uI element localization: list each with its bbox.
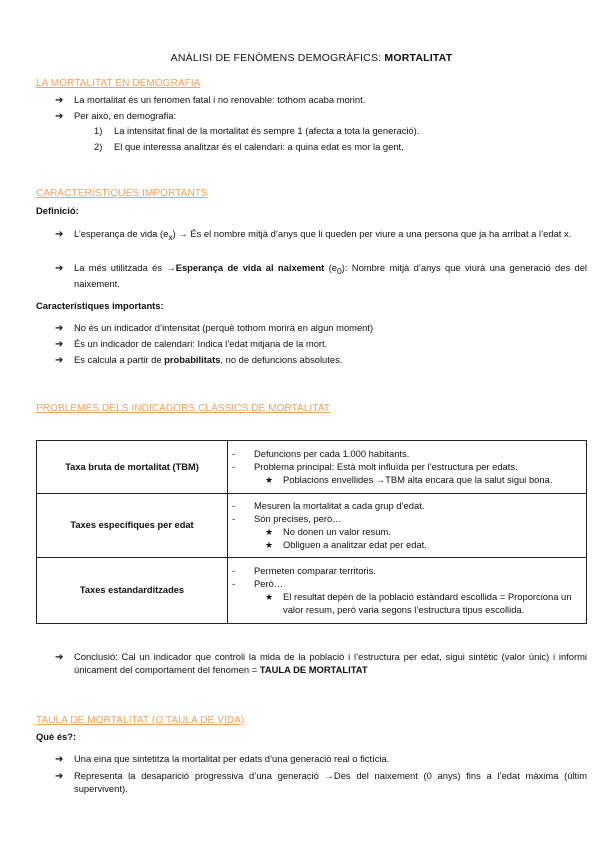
conclusion-bold: TAULA DE MORTALITAT — [259, 663, 368, 675]
list-item — [55, 338, 587, 351]
list-item — [55, 770, 587, 796]
definicio-label: Definició: — [36, 205, 79, 216]
star-text: Obliguen a analitzar edat per edat. — [283, 538, 427, 550]
definition-item — [55, 262, 587, 291]
arrow-icon: ➔ — [55, 229, 64, 240]
subscript: x — [168, 231, 173, 242]
row-label: Taxes estandarditzades — [37, 558, 228, 624]
title-bold: MORTALITAT — [384, 52, 453, 64]
row-content — [228, 558, 587, 624]
dash-item — [232, 500, 580, 513]
arrow-icon: ➔ — [55, 754, 64, 765]
star-icon: ★ — [265, 592, 274, 602]
table-row — [37, 558, 587, 624]
dash-text: Però… — [254, 578, 284, 590]
subscript: 0 — [336, 265, 342, 276]
title-text: ANÀLISI DE FENÒMENS DEMOGRÀFICS: — [170, 52, 382, 64]
arrow-icon: ➔ — [55, 95, 64, 106]
definition-bold: Esperança de vida al naixement — [175, 262, 325, 273]
dash-text: Defuncions per cada 1.000 habitants. — [254, 448, 410, 460]
dash-item — [232, 578, 580, 591]
definition-item — [55, 228, 587, 244]
dash-item — [232, 513, 580, 526]
definition-text: ): Nombre mitjà d’anys que viurà una generació des del naixement. — [74, 262, 587, 289]
star-icon: ★ — [265, 474, 274, 485]
list-item-text: La mortalitat és un fenomen fatal i no renovable: tothom acaba morint. — [74, 94, 366, 105]
dash-icon: - — [232, 513, 236, 525]
arrow-icon: ➔ — [55, 323, 64, 334]
section-heading-caracteristiques: CARACTERÍSTIQUES IMPORTANTS — [36, 188, 208, 199]
star-item — [232, 526, 580, 539]
arrow-icon: ➔ — [55, 355, 64, 366]
list-item-text: Per això, en demografia: — [74, 110, 177, 121]
star-item — [232, 474, 580, 487]
page-title — [36, 51, 587, 65]
conclusion-item — [55, 651, 587, 677]
list-item — [55, 354, 587, 367]
dash-text: Són precises, però… — [254, 513, 342, 525]
arrow-icon: ➔ — [55, 339, 64, 350]
table-row — [37, 441, 587, 494]
list-item-text: Es calcula a partir de — [74, 354, 165, 365]
dash-icon: - — [232, 578, 236, 590]
item-number: 1) — [94, 125, 103, 136]
arrow-icon: ➔ — [55, 111, 64, 122]
dash-icon: - — [232, 448, 236, 460]
list-item — [55, 753, 587, 766]
list-item-text: Una eina que sintetitza la mortalitat per edats d’una generació real o fictícia. — [74, 753, 390, 764]
star-item — [232, 539, 580, 552]
arrow-icon: ➔ — [55, 263, 64, 274]
star-item — [232, 591, 580, 617]
row-content — [228, 441, 587, 494]
dash-text: Permeten comparar territoris. — [254, 565, 376, 577]
list-item-bold: probabilitats — [164, 354, 221, 365]
numbered-item — [94, 125, 574, 138]
star-icon: ★ — [265, 539, 274, 550]
item-number: 2) — [94, 141, 103, 152]
list-item — [55, 94, 587, 107]
section-heading-mortalitat: LA MORTALITAT EN DEMOGRAFIA — [36, 78, 201, 89]
definition-text: ) → És el nombre mitjà d’anys que li queden per viure a una persona que ja ha arribat a l’edat x. — [172, 228, 572, 239]
dash-item — [232, 565, 580, 578]
arrow-icon: ➔ — [55, 771, 64, 782]
list-item — [55, 110, 587, 123]
row-label: Taxes específiques per edat — [37, 494, 228, 558]
dash-icon: - — [232, 461, 236, 473]
section-heading-taula: TAULA DE MORTALITAT (O TAULA DE VIDA) — [36, 715, 245, 726]
table-row — [37, 494, 587, 558]
conclusion-text: Conclusió: Cal un indicador que controli la mida de la població i l’estructura per edat, sigui sintètic (valor únic) i informi únicament del comportament del fenomen = — [74, 651, 587, 675]
dash-icon: - — [232, 500, 236, 512]
definition-text: (e — [324, 262, 337, 273]
numbered-item — [94, 141, 574, 154]
dash-text: Problema principal: Està molt influïda per l’estructura per edats. — [254, 461, 518, 473]
star-text: Poblacions envellides →TBM alta encara que la salut sigui bona. — [283, 473, 553, 485]
list-item-text: Representa la desaparició progressiva d’una generació →Des del naixement (0 anys) fins a l’edat màxima (últim supervivent). — [74, 770, 587, 794]
section-heading-problemes: PROBLEMES DELS INDICADORS CLÀSSICS DE MORTALITAT — [36, 403, 331, 414]
row-label: Taxa bruta de mortalitat (TBM) — [37, 441, 228, 494]
list-item — [55, 322, 587, 335]
dash-item — [232, 448, 580, 461]
star-text: No donen un valor resum. — [283, 526, 391, 537]
star-text: El resultat depèn de la població estàndard escollida = Proporciona un valor resum, però varia segons l’estructura tipus escollida. — [283, 591, 572, 615]
indicators-table — [36, 440, 587, 624]
que-es-label: Què és?: — [36, 731, 77, 742]
dash-item — [232, 461, 580, 474]
row-content — [228, 494, 587, 558]
star-icon: ★ — [265, 527, 274, 537]
list-item-text: , no de defuncions absolutes. — [220, 354, 343, 365]
arrow-icon: ➔ — [55, 652, 64, 663]
list-item-text: És un indicador de calendari: Indica l’edat mitjana de la mort. — [74, 338, 328, 349]
definition-text: La més utilitzada és → — [74, 262, 176, 273]
caracteristiques-label: Característiques importants: — [36, 300, 164, 311]
numbered-item-text: La intensitat final de la mortalitat és sempre 1 (afecta a tota la generació). — [114, 125, 420, 136]
dash-text: Mesuren la mortalitat a cada grup d’edat. — [254, 500, 425, 512]
list-item-text: No és un indicador d’intensitat (perquè tothom morirà en algun moment) — [74, 322, 374, 333]
definition-text: L’esperança de vida (e — [74, 228, 169, 239]
dash-icon: - — [232, 565, 236, 577]
numbered-item-text: El que interessa analitzar és el calendari: a quina edat es mor la gent. — [114, 141, 404, 152]
